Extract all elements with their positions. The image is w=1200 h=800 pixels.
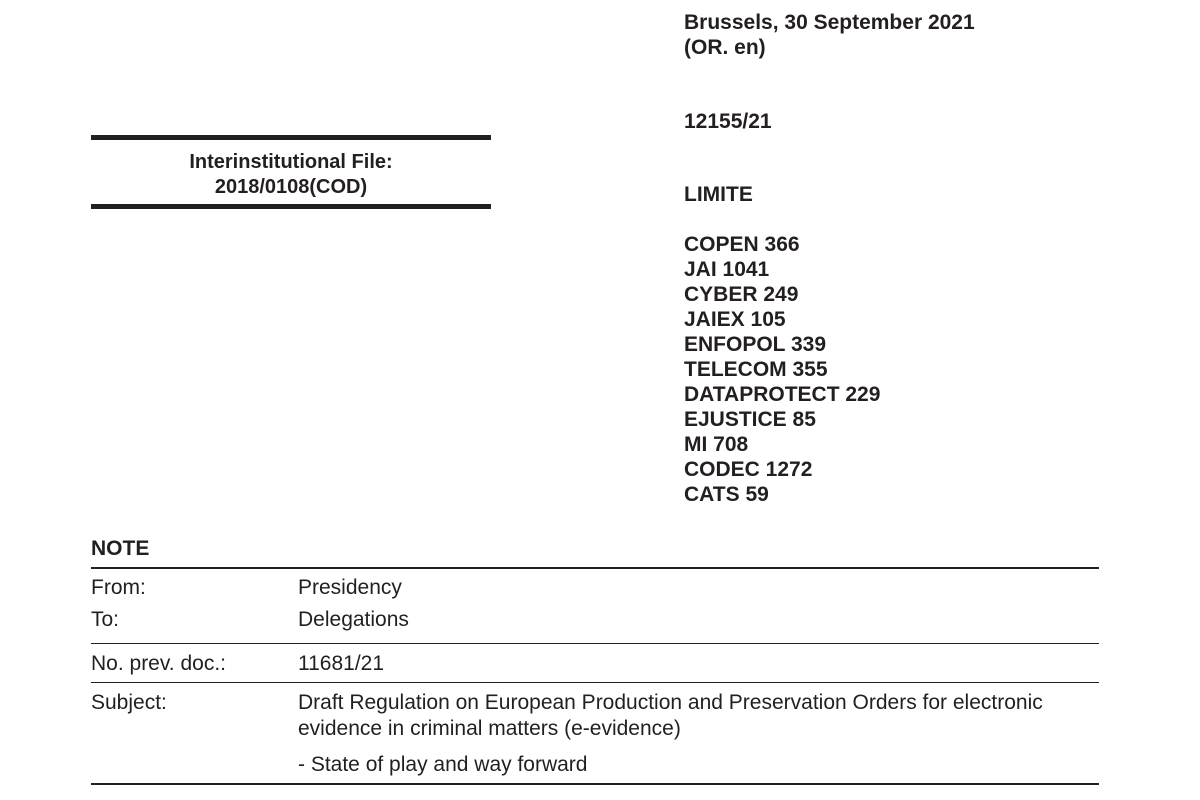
classification-label: LIMITE <box>684 183 753 206</box>
distribution-code: CATS 59 <box>684 483 769 506</box>
note-table <box>91 567 1099 785</box>
subject-text: Draft Regulation on European Production and Preservation Orders for electronic evidence in criminal matters (e-evidence) <box>298 691 1043 740</box>
interinstitutional-file-number: 2018/0108(COD) <box>214 176 368 198</box>
note-row-prev-doc <box>91 644 1099 683</box>
note-row-label: To: <box>91 608 120 631</box>
note-row-value: 11681/21 <box>298 652 385 675</box>
distribution-code: COPEN 366 <box>684 233 800 256</box>
note-row-label: Subject: <box>91 691 167 714</box>
original-language: (OR. en) <box>684 36 766 59</box>
note-row-from <box>91 569 1099 608</box>
note-row-subject <box>91 683 1099 785</box>
interinstitutional-file-box <box>91 135 491 209</box>
distribution-code: DATAPROTECT 229 <box>684 383 881 406</box>
note-row-value: Delegations <box>298 608 409 631</box>
distribution-code: JAIEX 105 <box>684 308 786 331</box>
note-title: NOTE <box>91 537 150 560</box>
distribution-code: MI 708 <box>684 433 749 456</box>
distribution-code: ENFOPOL 339 <box>684 333 826 356</box>
document-header <box>684 10 975 507</box>
note-row-label: From: <box>91 576 146 599</box>
place-date: Brussels, 30 September 2021 <box>684 11 975 34</box>
distribution-code: CODEC 1272 <box>684 458 813 481</box>
interinstitutional-file-label: Interinstitutional File: <box>189 151 393 173</box>
document-number: 12155/21 <box>684 110 772 133</box>
distribution-code: TELECOM 355 <box>684 358 828 381</box>
distribution-code: EJUSTICE 85 <box>684 408 816 431</box>
distribution-codes <box>684 232 975 507</box>
subject-subtitle: - State of play and way forward <box>298 753 588 776</box>
note-row-value: Presidency <box>298 576 402 599</box>
note-row-to <box>91 608 1099 644</box>
distribution-code: JAI 1041 <box>684 258 770 281</box>
note-row-label: No. prev. doc.: <box>91 652 227 675</box>
note-row-value <box>298 690 1099 783</box>
distribution-code: CYBER 249 <box>684 283 799 306</box>
